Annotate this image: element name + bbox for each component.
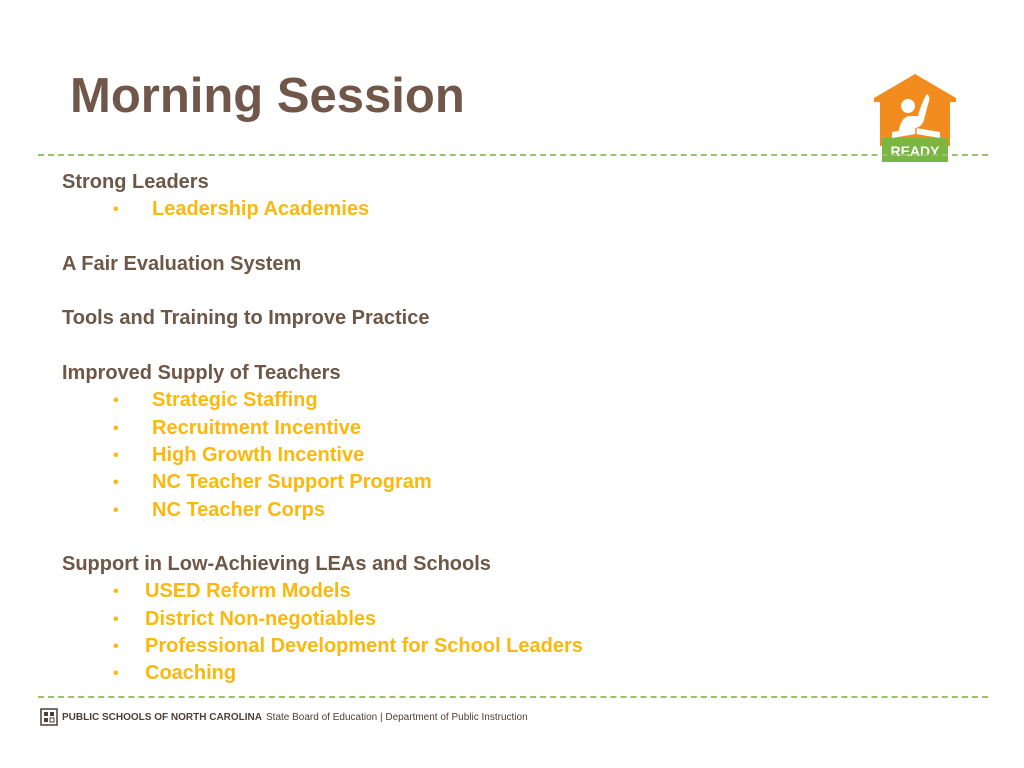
teacher-supply-list	[62, 387, 862, 523]
heading-tools-training: Tools and Training to Improve Practice	[62, 307, 430, 330]
bullet-icon: •	[113, 419, 119, 437]
bullet-icon: •	[113, 665, 119, 683]
list-item-label: Leadership Academies	[152, 198, 370, 221]
heading-fair-evaluation: A Fair Evaluation System	[62, 252, 302, 275]
slide-content	[62, 169, 862, 688]
low-achieving-list	[62, 578, 862, 687]
list-item	[62, 469, 862, 496]
footer-org: PUBLIC SCHOOLS OF NORTH CAROLINA	[62, 711, 262, 723]
list-item	[62, 633, 862, 660]
list-item-label: USED Reform Models	[145, 580, 351, 603]
list-item	[62, 606, 862, 633]
list-item-label: Recruitment Incentive	[152, 416, 361, 439]
nc-seal-icon	[40, 708, 58, 726]
footer-departments: State Board of Education | Department of Public Instruction	[266, 711, 528, 723]
bullet-icon: •	[113, 201, 119, 219]
ready-logo	[872, 72, 958, 166]
list-item	[62, 442, 862, 469]
strong-leaders-list	[62, 196, 862, 223]
list-item-label: Coaching	[145, 662, 237, 685]
bullet-icon: •	[113, 610, 119, 628]
bullet-icon: •	[113, 583, 119, 601]
heading-teacher-supply: Improved Supply of Teachers	[62, 362, 341, 385]
ready-logo-text: READY	[890, 143, 940, 159]
list-item	[62, 415, 862, 442]
bullet-icon: •	[113, 474, 119, 492]
list-item-label: Professional Development for School Leaders	[145, 635, 583, 658]
list-item-label: NC Teacher Support Program	[152, 471, 432, 494]
list-item	[62, 196, 862, 223]
slide-title: Morning Session	[70, 69, 465, 123]
heading-strong-leaders: Strong Leaders	[62, 171, 209, 193]
bullet-icon: •	[113, 392, 119, 410]
bullet-icon: •	[113, 446, 119, 464]
list-item-label: High Growth Incentive	[152, 443, 365, 466]
bullet-icon: •	[113, 638, 119, 656]
list-item-label: District Non-negotiables	[145, 607, 377, 630]
top-divider	[38, 154, 988, 156]
bottom-divider	[38, 696, 988, 698]
heading-low-achieving: Support in Low-Achieving LEAs and Schools	[62, 553, 491, 576]
footer	[40, 707, 528, 727]
list-item	[62, 578, 862, 605]
list-item-label: NC Teacher Corps	[152, 498, 326, 521]
list-item-label: Strategic Staffing	[152, 389, 318, 412]
list-item	[62, 497, 862, 524]
list-item	[62, 387, 862, 414]
list-item	[62, 660, 862, 687]
bullet-icon: •	[113, 501, 119, 519]
